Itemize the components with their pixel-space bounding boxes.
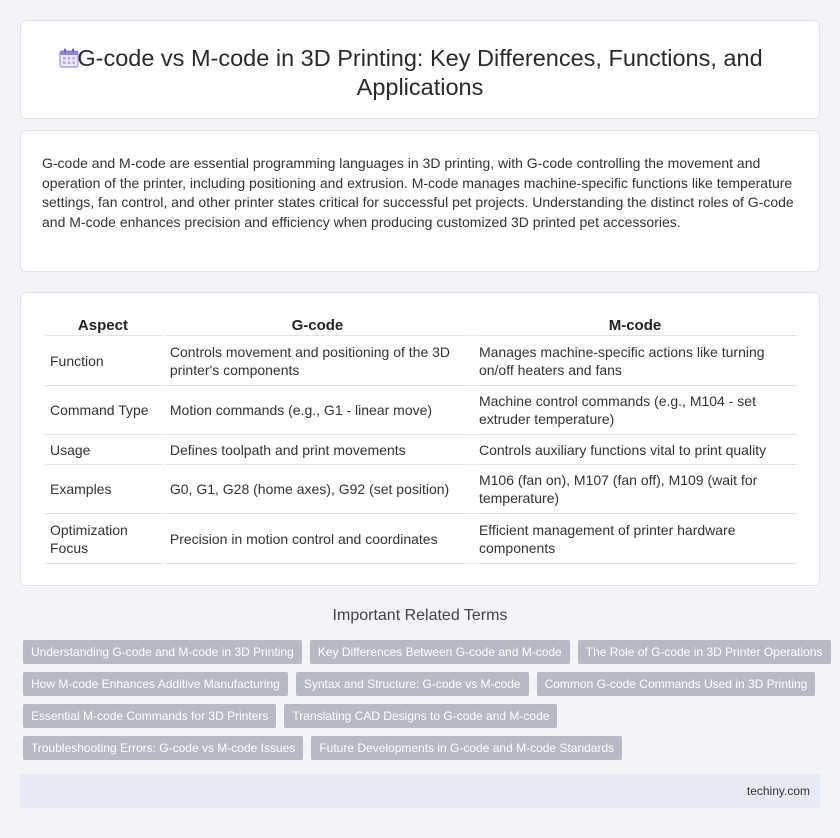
cell-mcode: Controls auxiliary functions vital to print quality <box>473 435 797 465</box>
cell-mcode: Manages machine-specific actions like turning on/off heaters and fans <box>473 336 797 386</box>
cell-mcode: Machine control commands (e.g., M104 - set extruder temperature) <box>473 386 797 435</box>
cell-mcode: Efficient management of printer hardware components <box>473 514 797 564</box>
page-title: G-code vs M-code in 3D Printing: Key Differences, Functions, and Applications <box>77 45 763 100</box>
intro-paragraph: G-code and M-code are essential programming languages in 3D printing, with G-code controlling the movement and operation of the printer, including positioning and extrusion. M-code manages machine-specific functions like temperature settings, fan control, and other printer states critical for successful pet projects. Understanding the distinct roles of G-code and M-code enhances precision and efficiency when producing customized 3D printed pet accessories. <box>42 155 794 230</box>
footer <box>20 774 820 808</box>
table-row <box>44 386 797 435</box>
related-term-tag[interactable]: Troubleshooting Errors: G-code vs M-code Issues <box>23 736 303 760</box>
cell-gcode: Controls movement and positioning of the 3D printer's components <box>164 336 471 386</box>
related-term-tag[interactable]: Syntax and Structure: G-code vs M-code <box>296 672 529 696</box>
tag-row <box>23 736 823 760</box>
header-aspect: Aspect <box>44 316 162 336</box>
table-row <box>44 435 797 465</box>
related-term-tag[interactable]: Future Developments in G-code and M-code Standards <box>311 736 622 760</box>
related-term-tag[interactable]: Understanding G-code and M-code in 3D Printing <box>23 640 302 664</box>
cell-gcode: G0, G1, G28 (home axes), G92 (set position) <box>164 465 471 514</box>
cell-mcode: M106 (fan on), M107 (fan off), M109 (wait for temperature) <box>473 465 797 514</box>
header-gcode: G-code <box>164 316 471 336</box>
related-term-tag[interactable]: Essential M-code Commands for 3D Printers <box>23 704 276 728</box>
intro-card <box>20 130 820 272</box>
related-term-tag[interactable]: How M-code Enhances Additive Manufacturing <box>23 672 288 696</box>
related-terms-heading: Important Related Terms <box>332 607 508 624</box>
cell-gcode: Defines toolpath and print movements <box>164 435 471 465</box>
related-terms-list <box>23 640 823 768</box>
table-header-row <box>44 316 797 336</box>
title-card <box>20 20 820 119</box>
tag-row <box>23 672 823 696</box>
tag-row <box>23 640 823 664</box>
comparison-table-card <box>20 292 820 586</box>
related-term-tag[interactable]: Key Differences Between G-code and M-code <box>310 640 570 664</box>
comparison-table <box>42 316 799 564</box>
cell-aspect: Optimization Focus <box>44 514 162 564</box>
cell-aspect: Command Type <box>44 386 162 435</box>
header-mcode: M-code <box>473 316 797 336</box>
tag-row <box>23 704 823 728</box>
related-term-tag[interactable]: Translating CAD Designs to G-code and M-code <box>284 704 557 728</box>
cell-aspect: Examples <box>44 465 162 514</box>
table-row <box>44 465 797 514</box>
cell-aspect: Function <box>44 336 162 386</box>
table-row <box>44 514 797 564</box>
cell-gcode: Precision in motion control and coordinates <box>164 514 471 564</box>
cell-aspect: Usage <box>44 435 162 465</box>
related-term-tag[interactable]: The Role of G-code in 3D Printer Operations <box>578 640 831 664</box>
site-name-link[interactable]: techiny.com <box>746 784 810 798</box>
cell-gcode: Motion commands (e.g., G1 - linear move) <box>164 386 471 435</box>
related-term-tag[interactable]: Common G-code Commands Used in 3D Printing <box>537 672 816 696</box>
table-row <box>44 336 797 386</box>
